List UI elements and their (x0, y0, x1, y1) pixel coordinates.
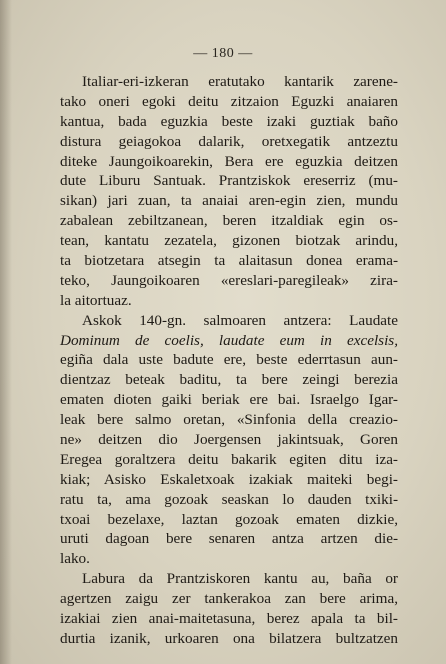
text-line: dientzaz beteak baditu, ta bere zeingi berezia (60, 371, 398, 389)
text-line: txoai bezelaxe, laztan gozoak ematen dizkie, (60, 510, 398, 528)
text-line: tako oneri egoki deitu zitzaion Eguzki anaiaren (60, 92, 398, 110)
text-line: Eregea goraltzera deitu bakarik egiten ditu izа- (60, 450, 398, 468)
text-line: tean, kantatu zezatela, gizonen biotzak arindu, (60, 232, 398, 250)
text-line: diteke Jaungoikoarekin, Bera ere eguzkia deitzen (60, 152, 398, 170)
text-line: Labura da Prantziskoren kantu au, baña or (82, 570, 398, 588)
text-line: distura geiagokoa dalarik, oretxegatik antzeztu (60, 132, 398, 150)
text-line: ematen dioten gaiki beriak ere bai. Israelgo Igar- (60, 391, 398, 409)
text-line: ne» deitzen dio Joergensen jakintsuak, Goren (60, 431, 398, 449)
text-line: Askok 140-gn. salmoaren antzera: Laudate (82, 311, 398, 329)
page-number: — 180 — (193, 46, 253, 61)
text-line: teko, Jaungoikoaren «ereslari-paregileak» zira- (60, 271, 398, 289)
text-line: durtia izanik, urkoaren ona bilatzera bultzatzen (60, 629, 398, 647)
text-line: kantua, bada eguzkia beste izaki guztiak baño (60, 112, 398, 130)
text-line: Dominum de coelis, laudate eum in excelsis, (60, 331, 398, 349)
text-line: egiña dala uste badute ere, beste ederrtasun aun- (60, 351, 398, 369)
paragraph-1 (60, 72, 398, 311)
text-line: ratu ta, ama gozoak seaskan lo dauden txiki- (60, 490, 398, 508)
text-line: dute Liburu Santuak. Prantziskok ereserriz (mu- (60, 172, 398, 190)
text-line: izakiai zien anai-maitetasuna, berez apala ta bil- (60, 610, 398, 628)
text-line: Italiar-eri-izkeran eratutako kantarik zarene- (82, 73, 398, 90)
text-line: ta biotzetara atsegin ta alaitasun donea erama- (60, 252, 398, 270)
text-line: zabalean zebiltzanean, beren itzaldiak egin os- (60, 212, 398, 230)
text-line: la aitortuaz. (60, 291, 132, 309)
text-line: agertzen zaigu zer tankerakoa zan bere arima, (60, 590, 398, 608)
text-line: lako. (60, 550, 90, 568)
paragraph-3 (60, 569, 398, 649)
text-line: kiak; Asisko Eskaletxoak izakiak maiteki begi- (60, 470, 398, 488)
body-text (60, 72, 398, 649)
text-line: uruti dagoan bere senaren antza artzen die- (60, 530, 398, 548)
paragraph-2 (60, 311, 398, 570)
text-line: leak bere salmo oretan, «Sinfonia della creazio- (60, 411, 398, 429)
text-line: sikan) jari zuan, ta anaiai aren-egin zien, mundu (60, 192, 398, 210)
